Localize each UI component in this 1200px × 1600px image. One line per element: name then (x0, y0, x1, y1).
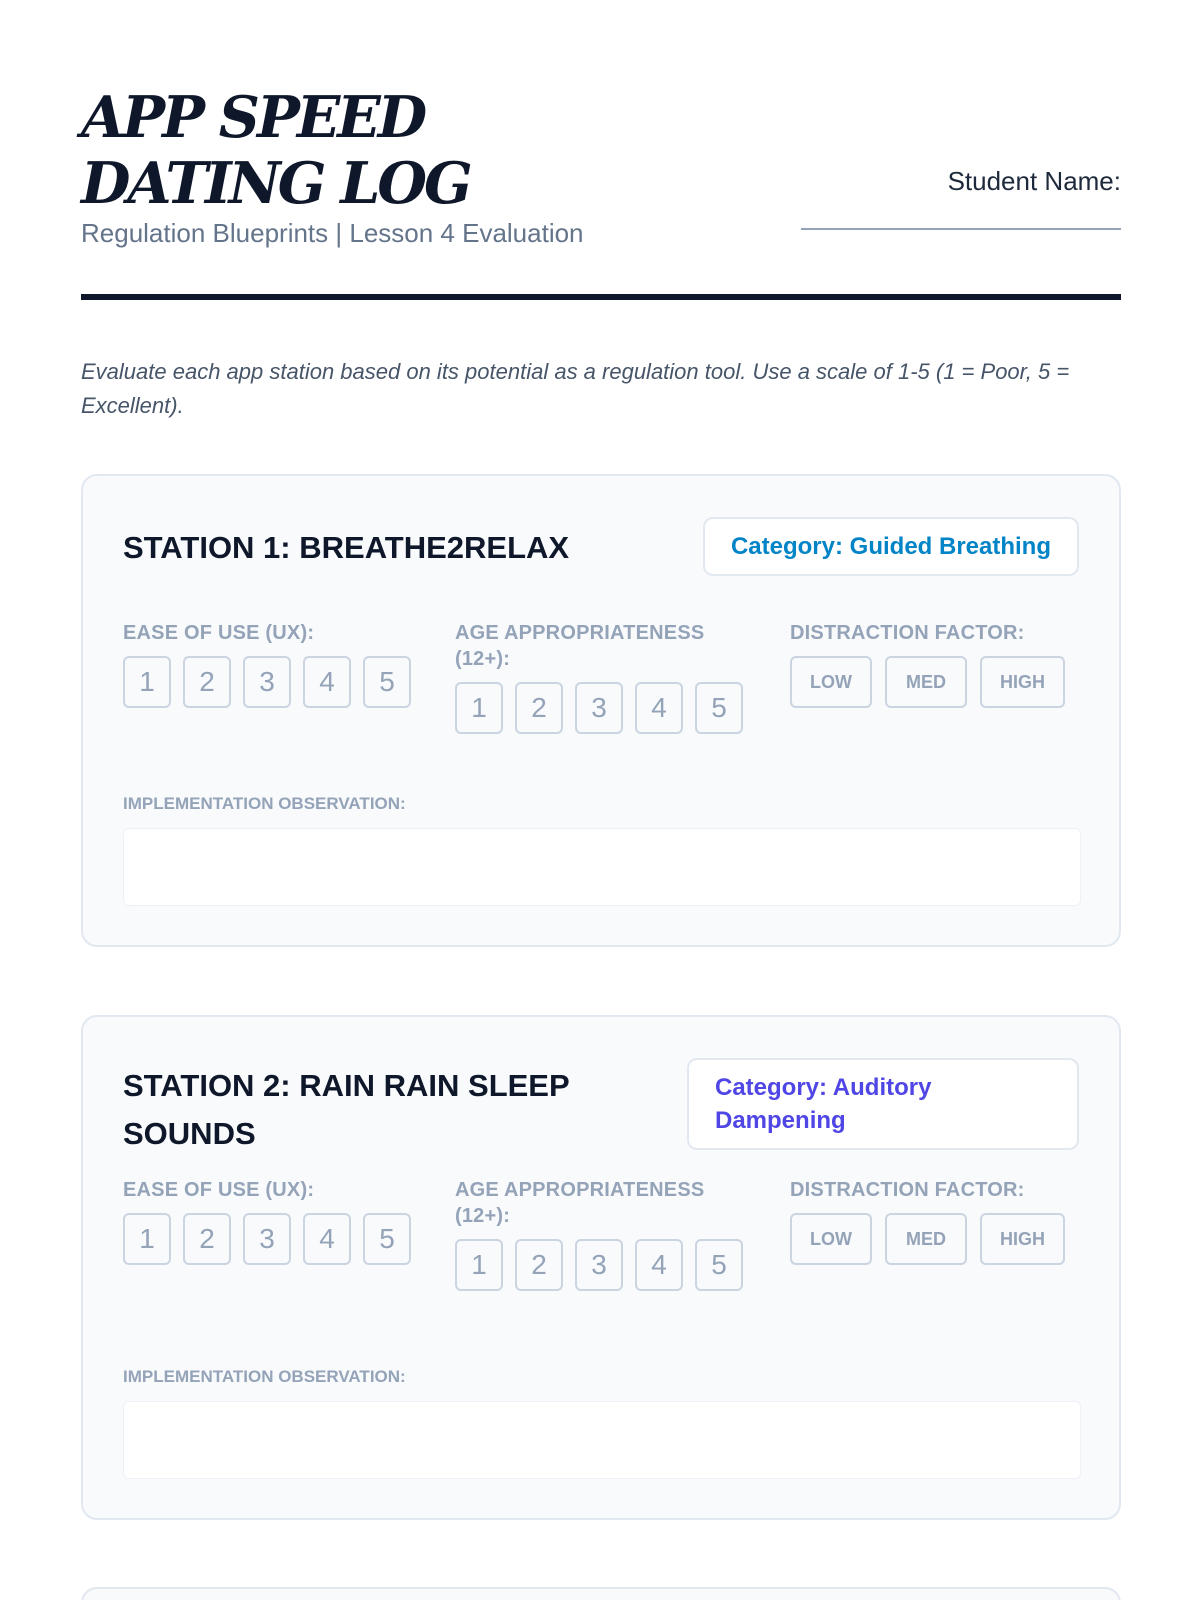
observation-input[interactable] (123, 1401, 1081, 1479)
criterion-label: DISTRACTION FACTOR: (790, 622, 1025, 644)
rating-option-3[interactable]: 3 (243, 1213, 291, 1265)
age-appropriateness-criterion (455, 1177, 755, 1291)
distraction-med-option[interactable]: MED (885, 1213, 967, 1265)
rating-option-4[interactable]: 4 (635, 682, 683, 734)
page-title: APP SPEED DATING LOG (81, 84, 470, 217)
rating-scale (455, 682, 755, 734)
distraction-high-option[interactable]: HIGH (980, 1213, 1065, 1265)
rating-option-3[interactable]: 3 (575, 1239, 623, 1291)
station-card-1 (81, 474, 1121, 947)
rating-option-5[interactable]: 5 (695, 682, 743, 734)
station-card-2 (81, 1015, 1121, 1520)
criterion-label: AGE APPROPRIATENESS (12+): (455, 622, 705, 670)
worksheet-page (81, 0, 1121, 1386)
distraction-med-option[interactable]: MED (885, 656, 967, 708)
rating-scale (123, 656, 423, 708)
header-divider (81, 294, 1121, 300)
distraction-high-option[interactable]: HIGH (980, 656, 1065, 708)
ease-of-use-criterion (123, 620, 423, 708)
rating-option-5[interactable]: 5 (363, 656, 411, 708)
ease-of-use-criterion (123, 1177, 423, 1265)
rating-scale (455, 1239, 755, 1291)
criterion-label: EASE OF USE (UX): (123, 622, 315, 644)
category-badge: Category: Auditory Dampening (687, 1058, 1079, 1150)
station-title: STATION 2: RAIN RAIN SLEEP SOUNDS (123, 1068, 570, 1151)
rating-option-4[interactable]: 4 (635, 1239, 683, 1291)
rating-option-2[interactable]: 2 (183, 1213, 231, 1265)
age-appropriateness-criterion (455, 620, 755, 734)
observation-label: IMPLEMENTATION OBSERVATION: (123, 1367, 406, 1386)
criterion-label: EASE OF USE (UX): (123, 1179, 315, 1201)
page-subtitle: Regulation Blueprints | Lesson 4 Evaluation (81, 218, 584, 248)
distraction-options (790, 1213, 1090, 1265)
distraction-low-option[interactable]: LOW (790, 656, 872, 708)
rating-option-2[interactable]: 2 (515, 1239, 563, 1291)
category-badge: Category: Guided Breathing (703, 517, 1079, 576)
distraction-options (790, 656, 1090, 708)
rating-option-3[interactable]: 3 (575, 682, 623, 734)
rating-option-3[interactable]: 3 (243, 656, 291, 708)
distraction-factor-criterion (790, 620, 1090, 708)
rating-option-1[interactable]: 1 (123, 1213, 171, 1265)
rating-option-4[interactable]: 4 (303, 656, 351, 708)
rating-option-5[interactable]: 5 (695, 1239, 743, 1291)
rating-option-1[interactable]: 1 (455, 682, 503, 734)
criterion-label: DISTRACTION FACTOR: (790, 1179, 1025, 1201)
rating-scale (123, 1213, 423, 1265)
student-name-field[interactable] (801, 228, 1121, 230)
rating-option-4[interactable]: 4 (303, 1213, 351, 1265)
rating-option-5[interactable]: 5 (363, 1213, 411, 1265)
criterion-label: AGE APPROPRIATENESS (12+): (455, 1179, 705, 1227)
rating-option-2[interactable]: 2 (183, 656, 231, 708)
rating-option-1[interactable]: 1 (455, 1239, 503, 1291)
station-card-3 (81, 1587, 1121, 1600)
observation-label: IMPLEMENTATION OBSERVATION: (123, 794, 406, 813)
instructions-text: Evaluate each app station based on its potential as a regulation tool. Use a scale of 1-5 (1 = Poor, 5 = Excellent). (81, 359, 1070, 418)
header (81, 0, 1121, 300)
observation-input[interactable] (123, 828, 1081, 906)
rating-option-2[interactable]: 2 (515, 682, 563, 734)
student-name-label: Student Name: (947, 166, 1121, 196)
rating-option-1[interactable]: 1 (123, 656, 171, 708)
distraction-low-option[interactable]: LOW (790, 1213, 872, 1265)
distraction-factor-criterion (790, 1177, 1090, 1265)
station-title: STATION 1: BREATHE2RELAX (123, 530, 570, 565)
